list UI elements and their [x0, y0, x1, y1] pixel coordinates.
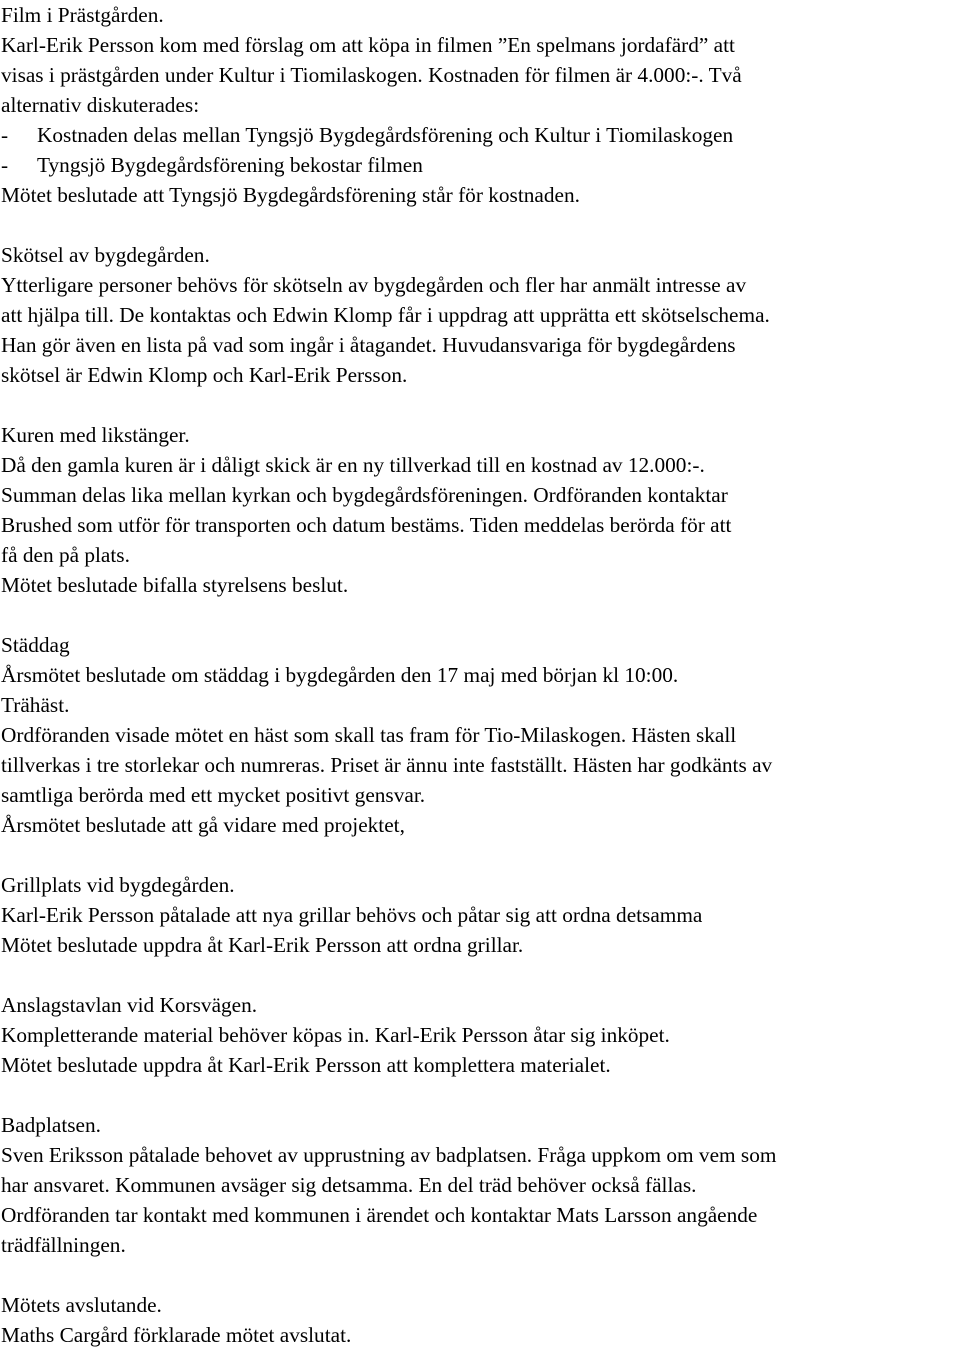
paragraph-gap	[1, 210, 959, 240]
paragraph-line: visas i prästgården under Kultur i Tiomilaskogen. Kostnaden för filmen är 4.000:-. Två	[1, 63, 742, 87]
paragraph-line: Sven Eriksson påtalade behovet av upprustning av badplatsen. Fråga uppkom om vem som	[1, 1143, 777, 1167]
paragraph-line: Han gör även en lista på vad som ingår i åtagandet. Huvudansvariga för bygdegårdens	[1, 333, 736, 357]
dash-list-item	[1, 120, 959, 150]
section-heading: Grillplats vid bygdegården.	[1, 873, 235, 897]
paragraph-gap	[1, 600, 959, 630]
paragraph-line: skötsel är Edwin Klomp och Karl-Erik Persson.	[1, 363, 408, 387]
paragraph-line: tillverkas i tre storlekar och numreras. Priset är ännu inte fastställt. Hästen har godkänts av	[1, 753, 773, 777]
section-heading: Skötsel av bygdegården.	[1, 243, 210, 267]
section-heading: Film i Prästgården.	[1, 3, 164, 27]
paragraph-line: Mötet beslutade bifalla styrelsens beslut.	[1, 573, 349, 597]
document-page	[1, 0, 959, 1350]
section-staddag	[1, 630, 959, 840]
dash-marker: -	[1, 123, 9, 147]
section-kuren	[1, 420, 959, 600]
section-heading: Mötets avslutande.	[1, 1293, 162, 1317]
section-heading: Trähäst.	[1, 693, 70, 717]
dash-marker: -	[1, 153, 9, 177]
paragraph-line: trädfällningen.	[1, 1233, 126, 1257]
section-heading: Kuren med likstänger.	[1, 423, 190, 447]
section-anslagstavlan	[1, 990, 959, 1080]
paragraph-line: Årsmötet beslutade om städdag i bygdegården den 17 maj med början kl 10:00.	[1, 663, 679, 687]
paragraph-line: Ordföranden tar kontakt med kommunen i ärendet och kontaktar Mats Larsson angående	[1, 1203, 758, 1227]
list-item-text: Kostnaden delas mellan Tyngsjö Bygdegårdsförening och Kultur i Tiomilaskogen	[37, 123, 734, 147]
paragraph-gap	[1, 390, 959, 420]
paragraph-line: Mötet beslutade att Tyngsjö Bygdegårdsförening står för kostnaden.	[1, 183, 580, 207]
dash-list-item	[1, 150, 959, 180]
paragraph-line: Ordföranden visade mötet en häst som skall tas fram för Tio-Milaskogen. Hästen skall	[1, 723, 737, 747]
paragraph-line: Karl-Erik Persson kom med förslag om att köpa in filmen ”En spelmans jordafärd” att	[1, 33, 735, 57]
section-heading: Städdag	[1, 633, 70, 657]
paragraph-line: har ansvaret. Kommunen avsäger sig detsamma. En del träd behöver också fällas.	[1, 1173, 697, 1197]
paragraph-line: Ytterligare personer behövs för skötseln av bygdegården och fler har anmält intresse av	[1, 273, 747, 297]
section-heading: Anslagstavlan vid Korsvägen.	[1, 993, 258, 1017]
paragraph-line: att hjälpa till. De kontaktas och Edwin Klomp får i uppdrag att upprätta ett skötselschema.	[1, 303, 770, 327]
paragraph-line: alternativ diskuterades:	[1, 93, 200, 117]
paragraph-line: Maths Cargård förklarade mötet avslutat.	[1, 1323, 352, 1347]
section-film	[1, 0, 959, 210]
section-badplatsen	[1, 1110, 959, 1260]
paragraph-gap	[1, 840, 959, 870]
paragraph-gap	[1, 960, 959, 990]
paragraph-line: Kompletterande material behöver köpas in. Karl-Erik Persson åtar sig inköpet.	[1, 1023, 670, 1047]
section-avslutande	[1, 1290, 959, 1350]
paragraph-line: Mötet beslutade uppdra åt Karl-Erik Persson att komplettera materialet.	[1, 1053, 611, 1077]
paragraph-line: Då den gamla kuren är i dåligt skick är en ny tillverkad till en kostnad av 12.000:-.	[1, 453, 705, 477]
paragraph-line: Årsmötet beslutade att gå vidare med projektet,	[1, 813, 405, 837]
paragraph-line: Summan delas lika mellan kyrkan och bygdegårdsföreningen. Ordföranden kontaktar	[1, 483, 728, 507]
paragraph-line: Karl-Erik Persson påtalade att nya grillar behövs och påtar sig att ordna detsamma	[1, 903, 703, 927]
paragraph-line: Mötet beslutade uppdra åt Karl-Erik Persson att ordna grillar.	[1, 933, 524, 957]
paragraph-gap	[1, 1080, 959, 1110]
list-item-text: Tyngsjö Bygdegårdsförening bekostar filmen	[37, 153, 423, 177]
paragraph-line: samtliga berörda med ett mycket positivt gensvar.	[1, 783, 426, 807]
section-heading: Badplatsen.	[1, 1113, 101, 1137]
section-skotsel	[1, 240, 959, 390]
section-grillplats	[1, 870, 959, 960]
paragraph-gap	[1, 1260, 959, 1290]
paragraph-line: få den på plats.	[1, 543, 130, 567]
paragraph-line: Brushed som utför för transporten och datum bestäms. Tiden meddelas berörda för att	[1, 513, 732, 537]
